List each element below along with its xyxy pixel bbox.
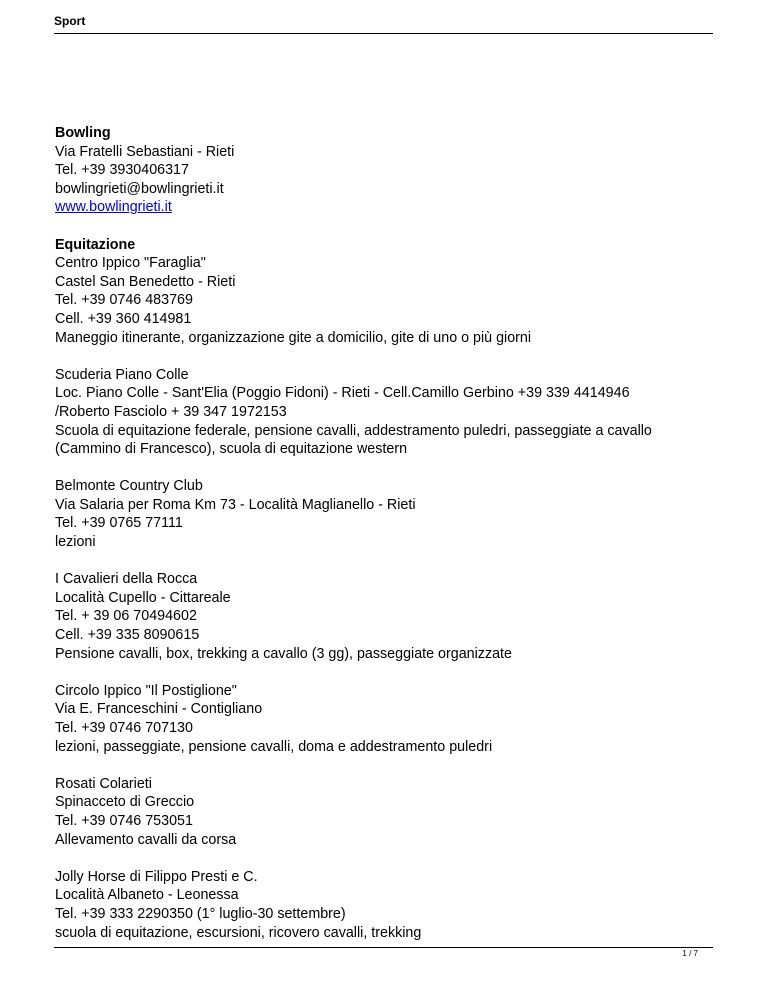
entry-line: (Cammino di Francesco), scuola di equitazione western xyxy=(55,441,408,458)
spacer xyxy=(55,552,715,571)
entry-line: Via Fratelli Sebastiani - Rieti xyxy=(55,143,235,160)
header-title: Sport xyxy=(54,14,86,28)
entry-line: I Cavalieri della Rocca xyxy=(55,571,198,588)
entry-line: Tel. +39 333 2290350 (1° luglio-30 settembre) xyxy=(55,905,346,922)
spacer xyxy=(55,849,715,868)
listing-entry xyxy=(55,366,715,459)
entry-line: bowlingrieti@bowlingrieti.it xyxy=(55,180,224,197)
page-number: 1 / 7 xyxy=(682,949,698,958)
listing-entry xyxy=(55,143,715,217)
spacer xyxy=(55,459,715,478)
entry-line: Scuderia Piano Colle xyxy=(55,366,189,383)
entry-line: lezioni xyxy=(55,534,96,551)
entry-line: Scuola di equitazione federale, pensione cavalli, addestramento puledri, passeggiate a cavallo xyxy=(55,422,652,439)
footer-divider xyxy=(54,947,713,948)
section-bowling xyxy=(55,124,715,217)
entry-line: lezioni, passeggiate, pensione cavalli, doma e addestramento puledri xyxy=(55,738,493,755)
entry-line: Cell. +39 360 414981 xyxy=(55,310,192,327)
page-header xyxy=(54,13,713,29)
section-equitazione xyxy=(55,236,715,943)
entry-line: Tel. +39 3930406317 xyxy=(55,162,189,179)
listing-entry xyxy=(55,868,715,942)
document-body xyxy=(55,124,715,942)
entry-line: Tel. +39 0746 753051 xyxy=(55,812,193,829)
entry-line: Jolly Horse di Filippo Presti e C. xyxy=(55,868,258,885)
listing-entry xyxy=(55,775,715,849)
entry-line: Via E. Franceschini - Contigliano xyxy=(55,701,263,718)
entry-line: Tel. +39 0746 707130 xyxy=(55,720,193,736)
entry-line: Maneggio itinerante, organizzazione gite a domicilio, gite di uno o più giorni xyxy=(55,329,532,346)
section-heading: Bowling xyxy=(55,125,111,141)
header-divider xyxy=(54,33,713,34)
website-link[interactable]: www.bowlingrieti.it xyxy=(55,199,172,216)
spacer xyxy=(55,347,715,366)
entry-line: Castel San Benedetto - Rieti xyxy=(55,273,236,290)
listing-entry xyxy=(55,570,715,663)
entry-line: Spinacceto di Greccio xyxy=(55,794,195,811)
entry-line: scuola di equitazione, escursioni, ricovero cavalli, trekking xyxy=(55,924,422,941)
spacer xyxy=(55,217,715,236)
spacer xyxy=(55,756,715,775)
entry-line: Tel. +39 0746 483769 xyxy=(55,292,193,309)
listing-entry xyxy=(55,254,715,347)
entry-line: Via Salaria per Roma Km 73 - Località Maglianello - Rieti xyxy=(55,496,416,513)
entry-line: Circolo Ippico "Il Postiglione" xyxy=(55,682,237,699)
entry-line: Località Cupello - Cittareale xyxy=(55,589,231,606)
entry-line: Centro Ippico "Faraglia" xyxy=(55,255,206,272)
entry-line: Belmonte Country Club xyxy=(55,478,203,495)
listing-entry xyxy=(55,682,715,756)
entry-line: Allevamento cavalli da corsa xyxy=(55,831,237,848)
entry-line: /Roberto Fasciolo + 39 347 1972153 xyxy=(55,403,287,420)
entry-line: Tel. + 39 06 70494602 xyxy=(55,608,197,625)
entry-line: Pensione cavalli, box, trekking a cavallo (3 gg), passeggiate organizzate xyxy=(55,645,512,662)
entry-line: Tel. +39 0765 77111 xyxy=(55,515,183,532)
entry-line: Località Albaneto - Leonessa xyxy=(55,887,239,904)
section-heading: Equitazione xyxy=(55,236,136,253)
spacer xyxy=(55,663,715,682)
listing-entry xyxy=(55,477,715,551)
entry-line: Cell. +39 335 8090615 xyxy=(55,627,200,644)
entry-line: Rosati Colarieti xyxy=(55,775,152,792)
entry-line: Loc. Piano Colle - Sant'Elia (Poggio Fidoni) - Rieti - Cell.Camillo Gerbino +39 339 4414946 xyxy=(55,385,630,402)
